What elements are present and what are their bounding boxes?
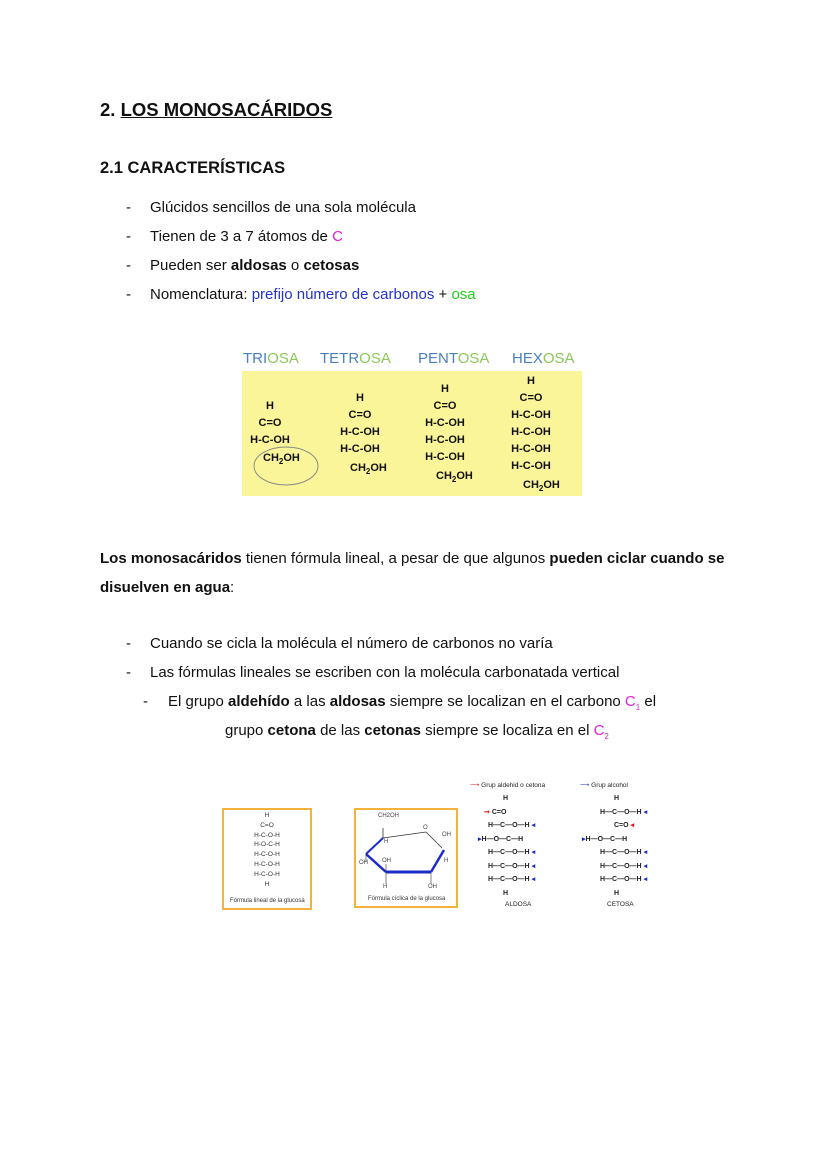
aldosas-term: aldosas <box>329 693 386 710</box>
atom-line: H—C—O—H <box>600 849 642 856</box>
atom-line: C=O <box>348 409 372 421</box>
header-suffix: OSA <box>542 350 575 367</box>
bullet-3 <box>150 257 359 274</box>
text: El grupo <box>168 693 229 710</box>
atom-line: C=O <box>258 417 282 429</box>
cetosas-term: cetosas <box>303 257 360 274</box>
atom-line: C=O <box>260 821 274 829</box>
header-suffix: OSA <box>457 350 490 367</box>
bullet2-3-continuation <box>225 722 609 741</box>
header-hexosa <box>512 350 575 367</box>
header-triosa <box>243 350 299 367</box>
hexosa-structure <box>507 373 555 475</box>
bullet2-2: Las fórmulas lineales se escriben con la molécula carbonatada vertical <box>150 664 620 681</box>
bullet-4 <box>150 286 476 303</box>
atom-line: C=O <box>433 400 457 412</box>
oh-label: OH <box>543 479 560 491</box>
oh-label: OH <box>283 452 300 464</box>
legend-red-text: Grup aldehid o cetona <box>481 782 546 789</box>
triosa-structure <box>250 398 290 449</box>
blue-arrow-icon: ◂ <box>531 849 536 856</box>
aldosa-row <box>478 833 548 847</box>
section-title-text: LOS MONOSACÁRIDOS <box>120 99 333 120</box>
cetosa-row <box>582 806 662 820</box>
subscript: 2 <box>365 467 371 477</box>
atom-line: H-C-O-H <box>254 851 280 859</box>
header-suffix: OSA <box>267 350 299 367</box>
bullet-4-text: Nomenclatura: <box>150 286 252 303</box>
atom-line: H—C—O—H <box>488 822 530 829</box>
ch-label: CH <box>350 462 366 474</box>
bullet-2-text: Tienen de 3 a 7 átomos de <box>150 228 333 245</box>
linear-caption: Fórmula lineal de la glucosa <box>230 898 305 904</box>
text: a las <box>289 693 330 710</box>
circle-annotation <box>253 446 323 488</box>
atom-line: H <box>264 880 270 888</box>
paragraph-text: tienen fórmula lineal, a pesar de que algunos <box>241 550 550 567</box>
oh-label: OH <box>359 860 368 866</box>
header-tetrosa <box>320 350 391 367</box>
section-number: 2. <box>100 99 116 120</box>
atom-line: H—C—O—H <box>488 876 530 883</box>
subscript: 2 <box>538 484 544 494</box>
bullet-dash: - <box>126 286 131 303</box>
hexosa-ch2oh <box>523 477 560 497</box>
subsection-title: 2.1 CARACTERÍSTICAS <box>100 159 286 177</box>
ch-label: CH <box>436 470 452 482</box>
blue-arrow-icon: ◂ <box>531 876 536 883</box>
oh-label: OH <box>382 858 391 864</box>
prefix-term: prefijo número de carbonos <box>251 286 435 303</box>
c-subscript: 2 <box>604 732 609 741</box>
carbon-2 <box>594 722 609 739</box>
oh-label: OH <box>456 470 473 482</box>
atom-line: H <box>266 400 274 412</box>
subscript: 2 <box>451 475 457 485</box>
atom-line: H—O—C—H <box>585 835 628 843</box>
atom-line: H <box>503 889 509 897</box>
atom-line: H <box>441 383 449 395</box>
linear-glucose-figure <box>222 808 312 910</box>
atom-line: H-C-OH <box>425 434 465 446</box>
h-label: H <box>444 858 449 864</box>
bullet-dash: - <box>143 693 148 710</box>
atom-line: H-C-OH <box>425 417 465 429</box>
atom-line: C=O <box>491 808 507 816</box>
atom-line: C=O <box>614 822 629 829</box>
atom-line: H—C—O—H <box>600 808 642 816</box>
red-arrow-icon: ⟶ <box>470 782 480 789</box>
ring-oxygen-label: O <box>423 825 428 831</box>
ciclar-phrase: pueden ciclar cuando se disuelven en agua <box>100 550 725 596</box>
ch-label: CH <box>263 452 279 464</box>
atom-line: C=O <box>519 392 543 404</box>
cyclic-glucose-ring <box>356 810 456 894</box>
oh-label: OH <box>428 884 437 890</box>
text: siempre se localizan en el carbono <box>385 693 625 710</box>
linear-glucose-formula <box>224 811 310 889</box>
aldosas-term: aldosas <box>230 257 287 274</box>
legend-red <box>470 781 545 789</box>
atom-line: H <box>614 795 620 802</box>
header-base: HEX <box>512 350 543 367</box>
bullet-dash: - <box>126 257 131 274</box>
ch2oh-label: CH2OH <box>378 813 400 819</box>
c-label: C <box>593 722 605 739</box>
atom-line: H <box>356 392 364 404</box>
header-base: TETR <box>320 350 360 367</box>
blue-arrow-icon: ▸ <box>478 835 482 843</box>
h-label: H <box>384 839 389 845</box>
h-label: H <box>383 884 388 890</box>
atom-line: H-C-OH <box>250 434 290 446</box>
section-title <box>100 99 332 121</box>
header-base: TRI <box>243 350 268 367</box>
plus-sign: + <box>434 286 452 303</box>
atom-line: H <box>264 812 270 819</box>
text: siempre se localiza en el <box>420 722 594 739</box>
cyclic-caption: Fórmula cíclica de la glucosa <box>368 896 446 902</box>
atom-line: H—C—O—H <box>488 862 530 870</box>
atom-line: H—C—O—H <box>600 876 642 883</box>
red-arrow-icon: ◂ <box>630 822 635 829</box>
blue-arrow-icon: ◂ <box>643 849 648 856</box>
cetosa-row <box>582 873 662 887</box>
blue-arrow-icon: ◂ <box>643 808 648 816</box>
carbon-symbol: C <box>332 228 343 245</box>
bullet-dash: - <box>126 199 131 216</box>
atom-line: H <box>614 889 620 897</box>
atom-line: H-C-OH <box>511 460 551 472</box>
monosacaridos-term: Los monosacáridos <box>100 550 242 567</box>
bullet2-1: Cuando se cicla la molécula el número de carbonos no varía <box>150 635 553 652</box>
oh-label: OH <box>442 832 451 838</box>
pentosa-ch2oh <box>436 468 473 488</box>
atom-line: H—C—O—H <box>600 862 642 870</box>
atom-line: H—O—C—H <box>481 835 524 843</box>
red-arrow-icon: ➞ <box>484 808 490 816</box>
atom-line: H-C-OH <box>425 451 465 463</box>
atom-line: H-C-OH <box>511 426 551 438</box>
blue-arrow-icon: ⟶ <box>580 782 590 789</box>
aldosa-formula <box>478 792 548 900</box>
bullet-3-mid: o <box>286 257 304 274</box>
bullet-2 <box>150 228 343 245</box>
cetosa-carbonyl-row <box>582 819 662 833</box>
cyclization-paragraph <box>100 545 740 602</box>
aldosa-row <box>478 846 548 860</box>
legend-blue-text: Grup alcohol <box>591 782 628 789</box>
tetrosa-ch2oh <box>350 460 387 480</box>
aldosa-carbonyl-row <box>478 806 548 820</box>
pentosa-structure <box>421 381 469 466</box>
blue-arrow-icon: ▸ <box>582 835 586 843</box>
atom-line: H-C-OH <box>511 443 551 455</box>
cetosa-formula <box>582 792 662 900</box>
legend-blue <box>580 781 628 789</box>
header-pentosa <box>418 350 489 367</box>
carbon-1 <box>625 693 640 710</box>
blue-arrow-icon: ◂ <box>531 822 536 829</box>
bullet2-3 <box>168 693 656 712</box>
text: el <box>640 693 657 710</box>
c-label: C <box>624 693 636 710</box>
c-subscript: 1 <box>635 703 641 712</box>
atom-line: H <box>503 795 509 802</box>
ch-label: CH <box>523 479 539 491</box>
header-suffix: OSA <box>359 350 391 367</box>
bullet-dash: - <box>126 635 131 652</box>
header-base: PENT <box>418 350 458 367</box>
oh-label: OH <box>370 462 387 474</box>
atom-line: H-C-OH <box>511 409 551 421</box>
atom-line: H-C-O-H <box>254 870 280 878</box>
bullet-1: Glúcidos sencillos de una sola molécula <box>150 199 416 216</box>
cetosa-row <box>582 860 662 874</box>
bullet-3-text: Pueden ser <box>150 257 231 274</box>
tetrosa-structure <box>336 390 384 458</box>
atom-line: H-C-O-H <box>254 831 280 839</box>
subscript: 2 <box>278 457 284 467</box>
bullet-dash: - <box>126 664 131 681</box>
cyclic-glucose-figure <box>354 808 458 908</box>
blue-arrow-icon: ◂ <box>643 862 648 870</box>
cetona-term: cetona <box>267 722 316 739</box>
cetosa-label: CETOSA <box>607 901 634 908</box>
text: de las <box>315 722 365 739</box>
cetonas-term: cetonas <box>364 722 421 739</box>
atom-line: H <box>527 375 535 387</box>
bullet-dash: - <box>126 228 131 245</box>
atom-line: H-O-C-H <box>254 841 280 849</box>
blue-arrow-icon: ◂ <box>643 876 648 883</box>
cetosa-row <box>582 846 662 860</box>
cetosa-row <box>582 833 662 847</box>
paragraph-colon: : <box>230 578 235 596</box>
atom-line: H-C-OH <box>340 443 380 455</box>
text: grupo <box>225 722 268 739</box>
osa-term: osa <box>451 286 476 303</box>
aldosa-label: ALDOSA <box>505 901 532 908</box>
aldosa-row <box>478 873 548 887</box>
atom-line: H-C-O-H <box>254 860 280 868</box>
aldehido-term: aldehído <box>228 693 290 710</box>
blue-arrow-icon: ◂ <box>531 862 536 870</box>
atom-line: H—C—O—H <box>488 849 530 856</box>
aldosa-row <box>478 819 548 833</box>
aldosa-row <box>478 860 548 874</box>
atom-line: H-C-OH <box>340 426 380 438</box>
